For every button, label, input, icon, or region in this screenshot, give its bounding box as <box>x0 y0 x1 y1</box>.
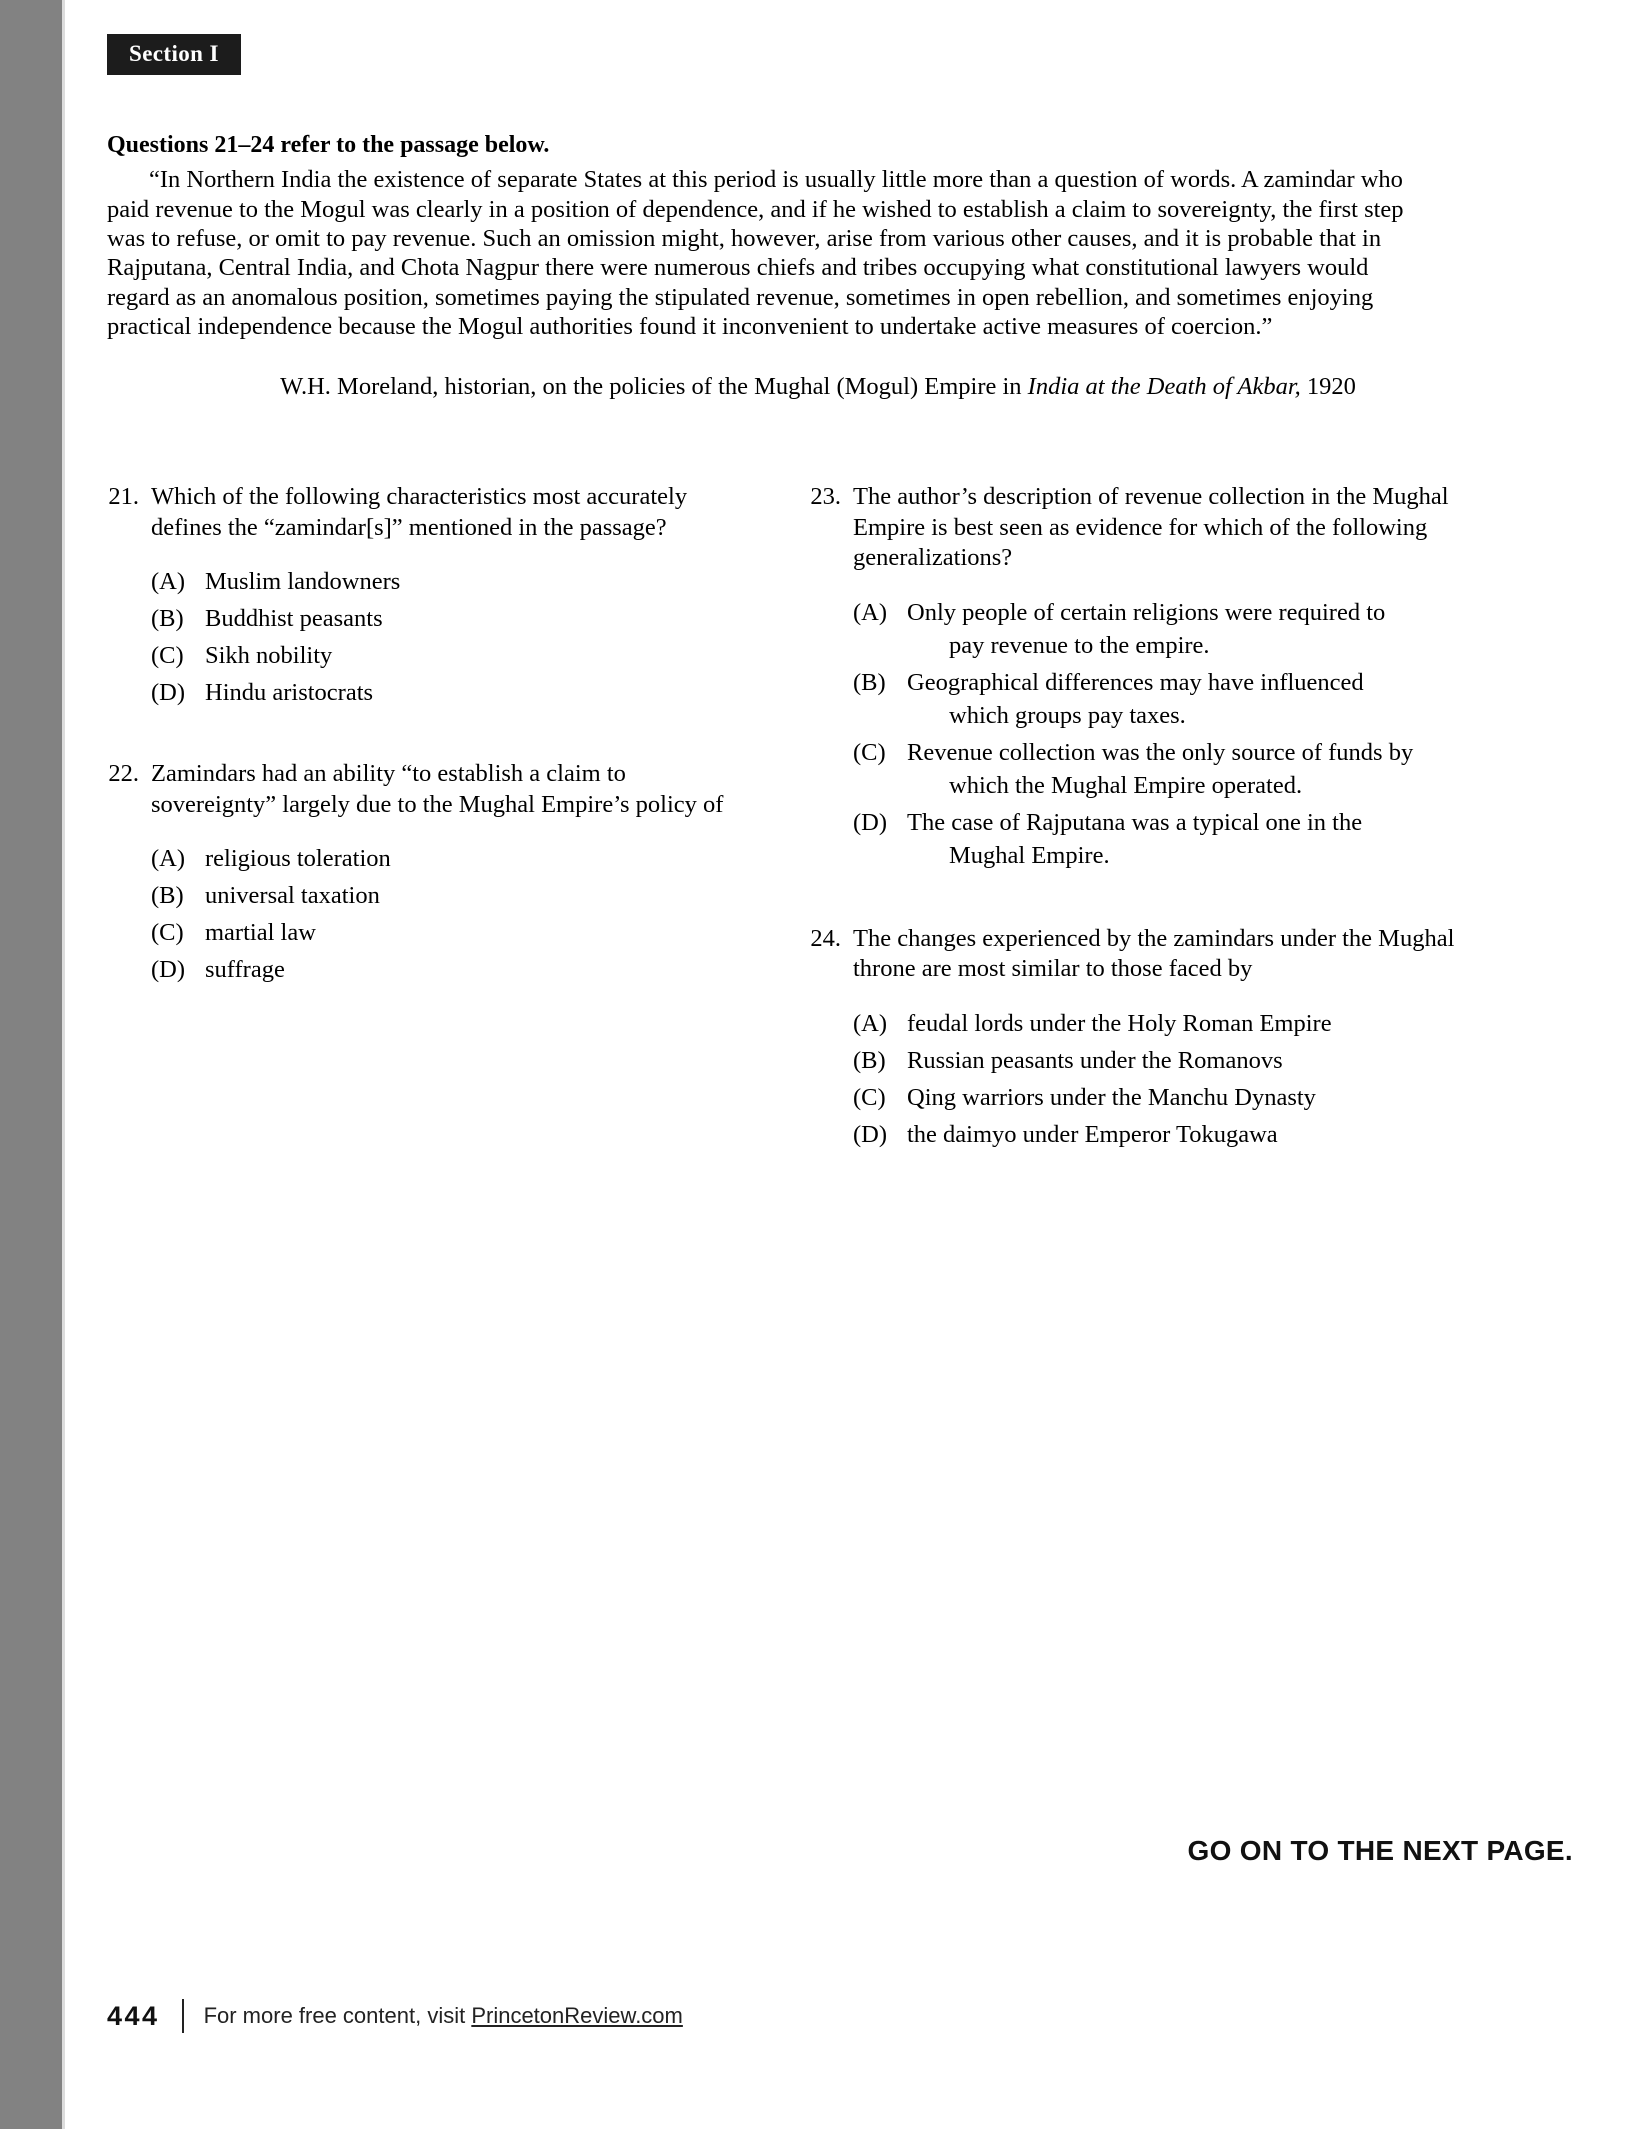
choice-line-2: which groups pay taxes. <box>949 701 1186 729</box>
answer-choice[interactable] <box>151 953 737 986</box>
choice-text <box>907 806 1509 872</box>
choice-text: suffrage <box>205 956 285 983</box>
question-number: 21. <box>108 483 139 510</box>
choice-text <box>907 666 1509 732</box>
footer-divider <box>182 1999 184 2033</box>
choice-line-2: Mughal Empire. <box>949 841 1110 869</box>
choice-letter: (C) <box>151 642 184 669</box>
page-canvas <box>65 0 1641 2129</box>
choice-text <box>907 596 1509 662</box>
choice-text: the daimyo under Emperor Tokugawa <box>907 1120 1278 1148</box>
choice-letter: (C) <box>853 738 886 766</box>
choice-text: Buddhist peasants <box>205 605 383 632</box>
choice-letter: (D) <box>151 956 186 983</box>
answer-choice[interactable] <box>151 916 737 949</box>
answer-choice[interactable] <box>853 1081 1509 1114</box>
question-stem: The author’s description of revenue collection in the Mughal Empire is best seen as evidence for which of the following generalizations? <box>853 483 1449 571</box>
question-stem-row <box>809 924 1509 985</box>
answer-choice[interactable] <box>853 666 1509 732</box>
page-number: 444 <box>107 2000 160 2031</box>
choice-letter: (A) <box>853 1009 888 1037</box>
choice-text: feudal lords under the Holy Roman Empire <box>907 1009 1332 1037</box>
question-stem-row <box>107 482 737 543</box>
choice-text: universal taxation <box>205 882 380 909</box>
answer-choices <box>809 1007 1509 1151</box>
question-number: 23. <box>810 483 841 510</box>
passage-heading: Questions 21–24 refer to the passage below. <box>107 132 550 158</box>
answer-choice[interactable] <box>151 602 737 635</box>
choice-text <box>907 736 1509 802</box>
answer-choice[interactable] <box>853 806 1509 872</box>
choice-letter: (D) <box>151 679 186 706</box>
question-columns <box>107 482 1599 1155</box>
answer-choice[interactable] <box>853 1044 1509 1077</box>
attribution-year: 1920 <box>1300 372 1356 400</box>
attribution-work-title: India at the Death of Akbar, <box>1027 372 1301 400</box>
attribution-lead: W.H. Moreland, historian, on the policies of the Mughal (Mogul) Empire in <box>280 372 1028 400</box>
go-on-notice: GO ON TO THE NEXT PAGE. <box>1187 1835 1573 1866</box>
princeton-review-link[interactable]: PrincetonReview.com <box>471 2003 683 2028</box>
choice-text: martial law <box>205 919 316 946</box>
answer-choice[interactable] <box>853 1007 1509 1040</box>
choice-letter: (B) <box>853 668 886 696</box>
question-23 <box>809 482 1509 872</box>
choice-text: religious toleration <box>205 845 391 872</box>
choice-text: Sikh nobility <box>205 642 333 669</box>
choice-line-2: which the Mughal Empire operated. <box>949 771 1303 799</box>
choice-letter: (C) <box>151 919 184 946</box>
passage-body: “In Northern India the existence of separate States at this period is usually little more than a question of words. A zamindar who paid revenue to the Mogul was clearly in a position of dependence, and if he wished to establish a claim to sovereignty, the first step was to refuse, or omit to pay revenue. Such an omission might, however, arise from various other causes, and it is probable that in Rajputana, Central India, and Chota Nagpur there were numerous chiefs and tribes occupying what constitutional lawyers would regard as an anomalous position, sometimes paying the stipulated revenue, sometimes in open rebellion, and sometimes enjoying practical independence because the Mogul authorities found it inconvenient to undertake active measures of coercion.” <box>107 166 1404 341</box>
question-stem: Which of the following characteristics most accurately defines the “zamindar[s]” mentioned in the passage? <box>151 483 688 541</box>
choice-line-1: Geographical differences may have influenced <box>907 668 1364 696</box>
choice-line-2: pay revenue to the empire. <box>949 631 1210 659</box>
question-22 <box>107 759 737 986</box>
choice-text: Muslim landowners <box>205 568 401 595</box>
answer-choice[interactable] <box>151 842 737 875</box>
question-stem-row <box>809 482 1509 574</box>
answer-choices <box>107 565 737 709</box>
answer-choice[interactable] <box>853 736 1509 802</box>
choice-letter: (A) <box>151 845 186 872</box>
passage-attribution <box>107 372 1409 401</box>
page-footer <box>107 1999 683 2033</box>
answer-choice[interactable] <box>151 565 737 598</box>
choice-letter: (B) <box>151 882 184 909</box>
answer-choices <box>107 842 737 986</box>
passage-block <box>107 133 1409 401</box>
question-21 <box>107 482 737 709</box>
footer-blurb <box>204 2003 683 2029</box>
choice-line-1: Only people of certain religions were required to <box>907 598 1386 626</box>
question-stem: Zamindars had an ability “to establish a claim to sovereignty” largely due to the Mughal Empire’s policy of <box>151 760 724 818</box>
answer-choices <box>809 596 1509 872</box>
answer-choice[interactable] <box>151 676 737 709</box>
choice-letter: (D) <box>853 808 888 836</box>
question-number: 24. <box>810 924 841 952</box>
question-column-left <box>107 482 737 1155</box>
choice-letter: (C) <box>853 1083 886 1111</box>
choice-letter: (B) <box>853 1046 886 1074</box>
choice-letter: (B) <box>151 605 184 632</box>
choice-text: Russian peasants under the Romanovs <box>907 1046 1283 1074</box>
question-number: 22. <box>108 760 139 787</box>
choice-line-1: The case of Rajputana was a typical one in the <box>907 808 1363 836</box>
choice-letter: (A) <box>151 568 186 595</box>
question-stem: The changes experienced by the zamindars under the Mughal throne are most similar to those faced by <box>853 924 1455 982</box>
choice-letter: (D) <box>853 1120 888 1148</box>
choice-text: Qing warriors under the Manchu Dynasty <box>907 1083 1316 1111</box>
question-24 <box>809 924 1509 1151</box>
footer-blurb-text: For more free content, visit <box>203 2003 472 2028</box>
answer-choice[interactable] <box>853 1118 1509 1151</box>
answer-choice[interactable] <box>151 639 737 672</box>
choice-line-1: Revenue collection was the only source of funds by <box>907 738 1414 766</box>
section-tab: Section I <box>107 34 241 75</box>
answer-choice[interactable] <box>151 879 737 912</box>
question-stem-row <box>107 759 737 820</box>
answer-choice[interactable] <box>853 596 1509 662</box>
choice-letter: (A) <box>853 598 888 626</box>
choice-text: Hindu aristocrats <box>205 679 374 706</box>
page-gutter-band <box>0 0 62 2129</box>
question-column-right <box>809 482 1509 1155</box>
